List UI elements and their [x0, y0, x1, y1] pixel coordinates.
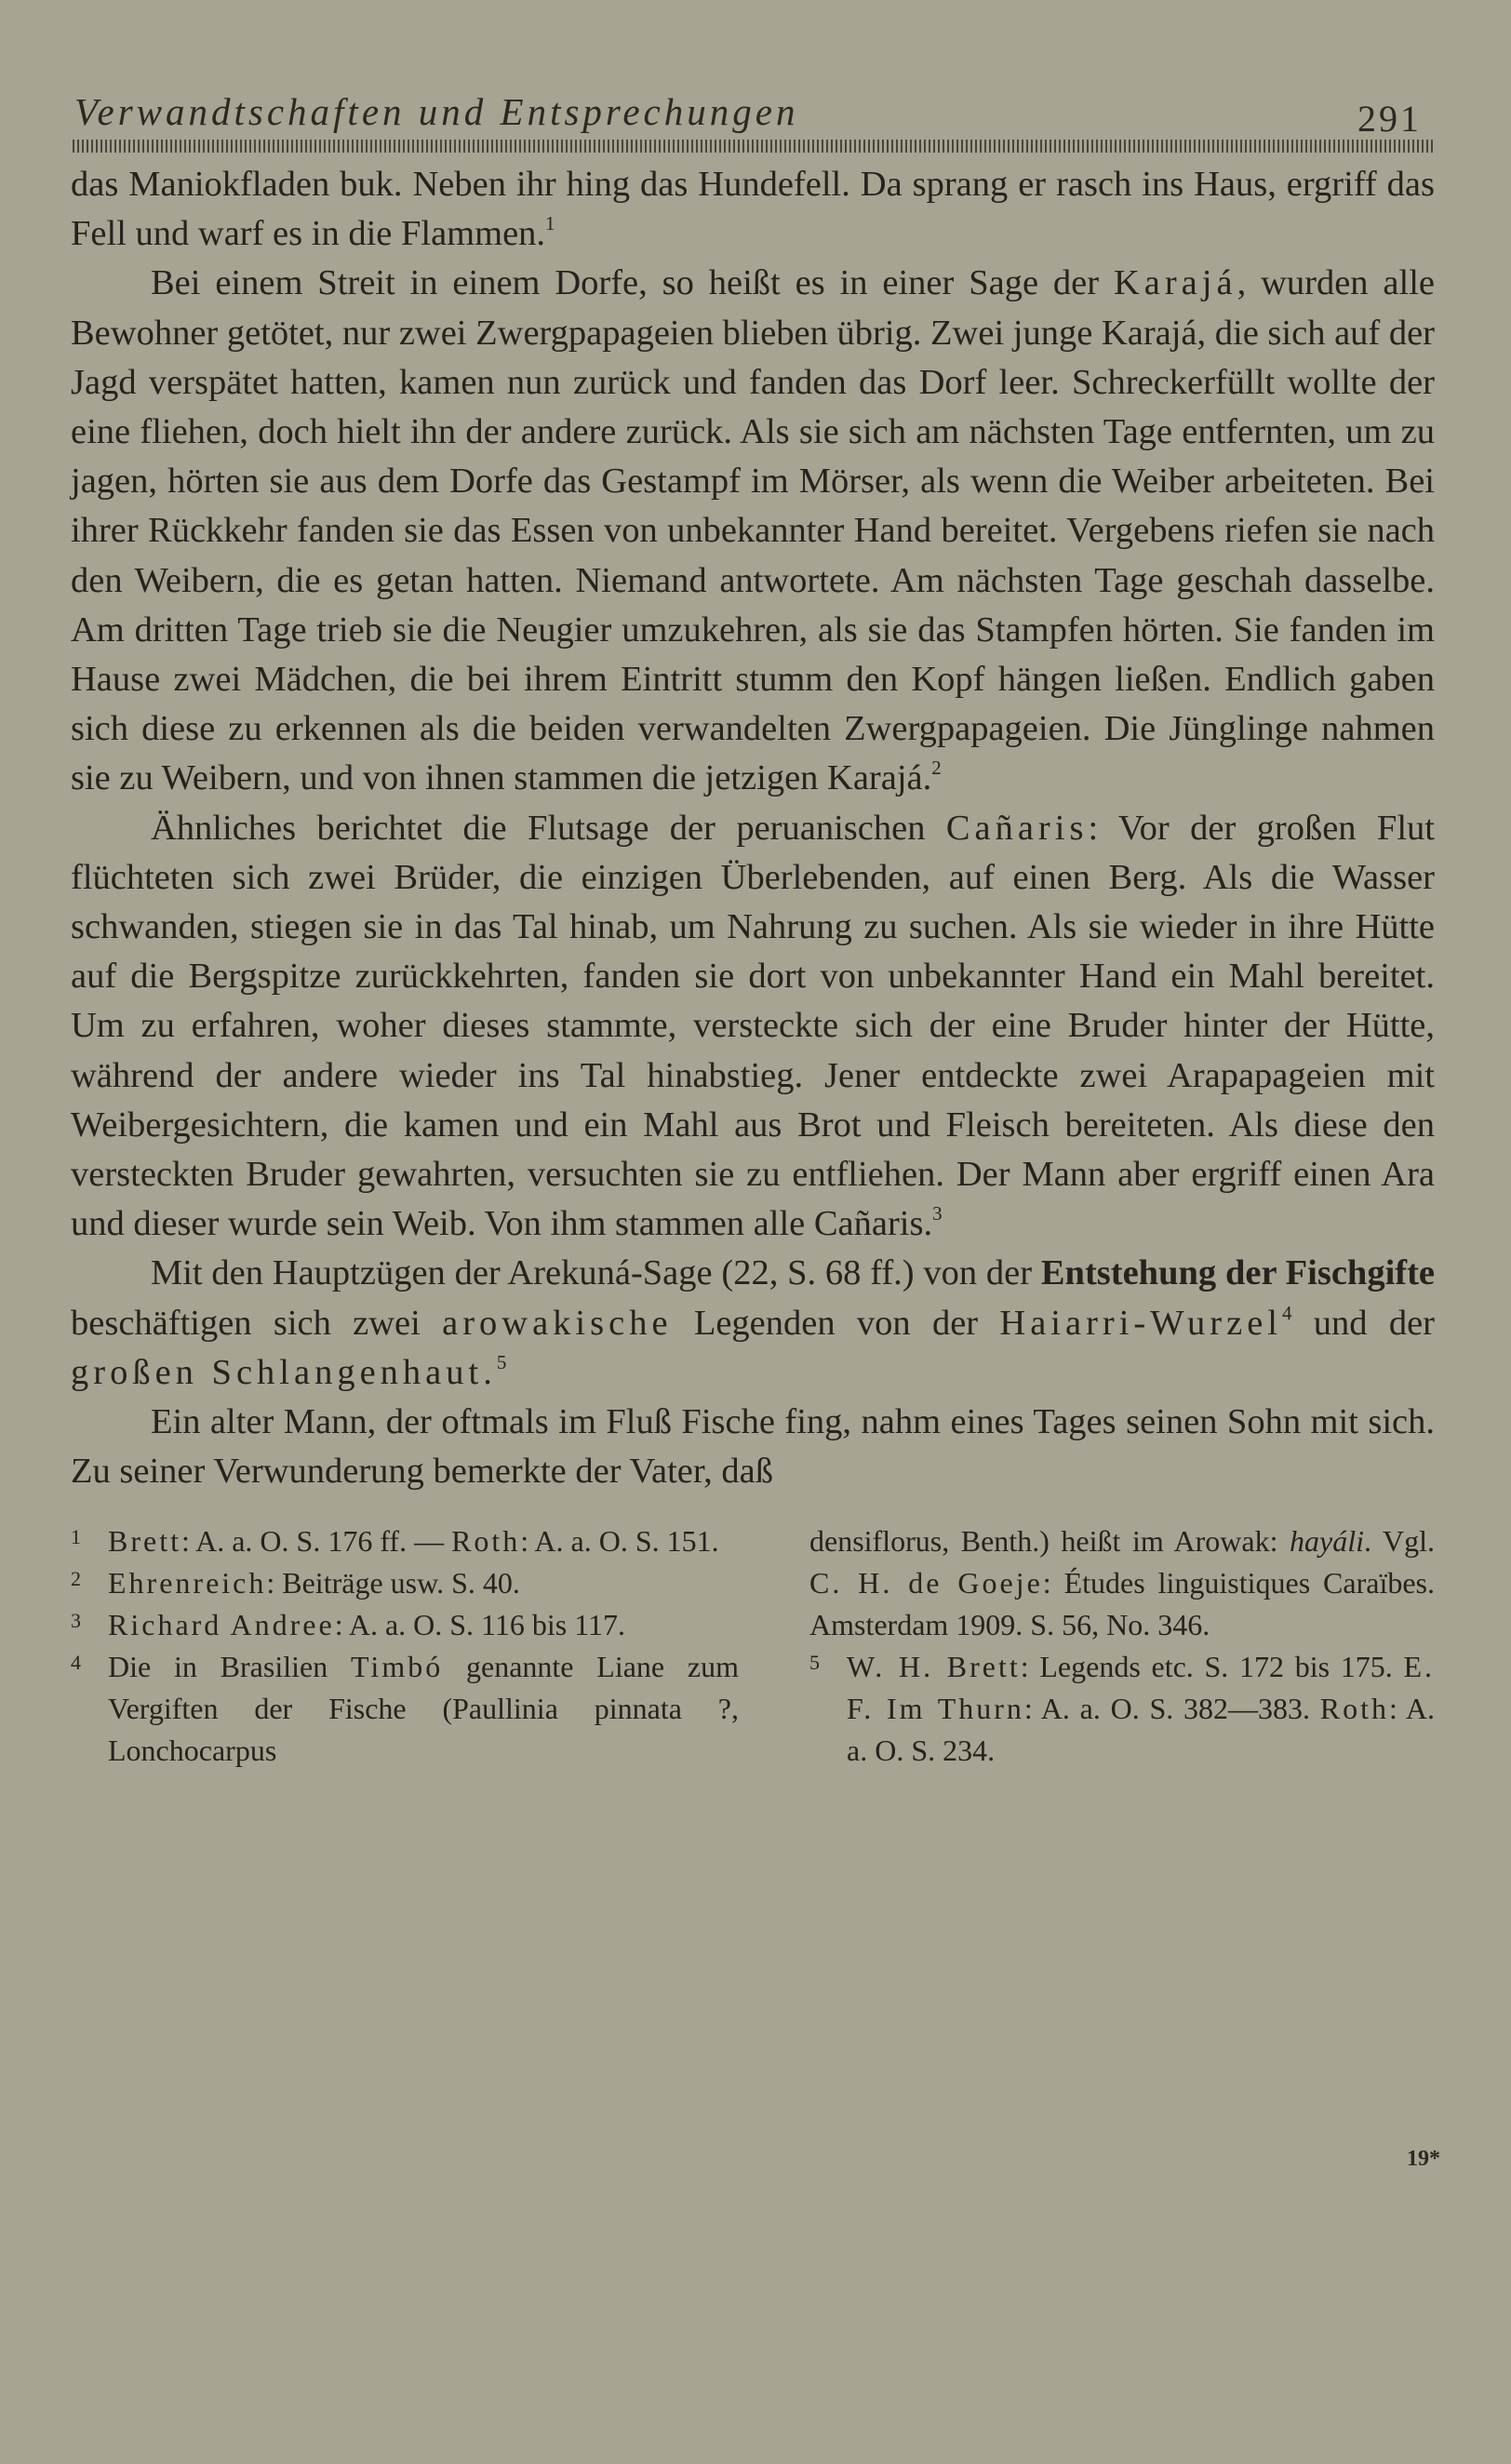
footnotes-left-column: [71, 1520, 739, 1772]
paragraph-5: Ein alter Mann, der oftmals im Fluß Fische fing, nahm eines Tages seinen Sohn mit sich. Zu seiner Verwunderung bemerkte der Vater, daß: [71, 1402, 1435, 1492]
paragraph-4: Mit den Hauptzügen der Arekuná-Sage (22, S. 68 ff.) von der Entstehung der Fischgifte beschäftigen sich zwei arowakische Legenden von der Haiarri-Wurzel$^4$ und der großen Schlangenhaut.$^5$: [71, 1253, 1435, 1392]
footnote-ref-2: 2: [931, 757, 942, 780]
footnote-number: 5: [809, 1651, 820, 1675]
footnote-ref-3: 3: [932, 1202, 943, 1225]
footnote-number: 3: [71, 1609, 81, 1633]
page-header: [71, 89, 1435, 143]
footnote-number: 4: [71, 1651, 81, 1675]
running-title: Verwandtschaften und Entsprechungen: [74, 90, 799, 133]
header-rule: [73, 140, 1435, 153]
paragraph-3: Ähnliches berichtet die Flutsage der peruanischen Cañaris: Vor der großen Flut flüchteten sich zwei Brüder, die einzigen Überlebenden, auf einen Berg. Als die Wasser schwanden, stiegen sie in das Tal hinab, um Nahrung zu suchen. Als sie wieder in ihre Hütte auf die Bergspitze zurückkehrten, fanden sie dort von unbekannter Hand ein Mahl bereitet. Um zu erfahren, woher dieses stammte, versteckte sich der eine Bruder hinter der Hütte, während der andere wieder ins Tal hinabstieg. Jener entdeckte zwei Arapapageien mit Weibergesichtern, die kamen und ein Mahl aus Brot und Fleisch bereiteten. Als diese den versteckten Bruder gewahrten, versuchten sie zu entfliehen. Der Mann aber ergriff einen Ara und dieser wurde sein Weib. Von ihm stammen alle Cañaris.$^3$: [71, 808, 1435, 1244]
footnote-ref-4: 4: [1281, 1301, 1292, 1324]
page-number: 291: [1357, 98, 1422, 140]
footnote-number: 2: [71, 1567, 81, 1591]
footnote-2: 2 Ehrenreich: Beiträge usw. S. 40.: [71, 1562, 739, 1604]
footnotes: [71, 1520, 1435, 1772]
footnote-5: 5 W. H. Brett: Legends etc. S. 172 bis 175. E. F. Im Thurn: A. a. O. S. 382—383. Roth: A. a. O. S. 234.: [809, 1646, 1435, 1772]
book-page: [71, 89, 1435, 1772]
main-text: [71, 160, 1435, 1496]
footnotes-right-column: [809, 1520, 1435, 1772]
footnote-number: 1: [71, 1525, 81, 1549]
footnote-4: 4 Die in Brasilien Timbó genannte Liane zum Vergiften der Fische (Paullinia pinnata ?, Lonchocarpus: [71, 1646, 739, 1772]
paragraph-1: das Maniokfladen buk. Neben ihr hing das Hundefell. Da sprang er rasch ins Haus, ergriff das Fell und warf es in die Flammen.$^1$: [71, 165, 1435, 254]
paragraph-2: Bei einem Streit in einem Dorfe, so heißt es in einer Sage der Karajá, wurden alle Bewohner getötet, nur zwei Zwergpapageien blieben übrig. Zwei junge Karajá, die sich auf der Jagd verspätet hatten, kamen nun zurück und fanden das Dorf leer. Schreckerfüllt wollte der eine fliehen, doch hielt ihn der andere zurück. Als sie sich am nächsten Tage entfernten, um zu jagen, hörten sie aus dem Dorfe das Gestampf im Mörser, als wenn die Weiber arbeiteten. Bei ihrer Rückkehr fanden sie das Essen von unbekannter Hand bereitet. Vergebens riefen sie nach den Weibern, die es getan hatten. Niemand antwortete. Am nächsten Tage geschah dasselbe. Am dritten Tage trieb sie die Neugier umzukehren, als sie das Stampfen hörten. Sie fanden im Hause zwei Mädchen, die bei ihrem Eintritt stumm den Kopf hängen ließen. Endlich gaben sich diese zu erkennen als die beiden verwandelten Zwergpapageien. Die Jünglinge nahmen sie zu Weibern, und von ihnen stammen die jetzigen Karajá.$^2$: [71, 263, 1436, 798]
footnote-ref-5: 5: [496, 1350, 507, 1373]
footnote-3: 3 Richard Andree: A. a. O. S. 116 bis 117.: [71, 1604, 739, 1646]
printer-signature: 19*: [1407, 2147, 1440, 2171]
footnote-4-continued: densiflorus, Benth.) heißt im Arowak: hayáli. Vgl. C. H. de Goeje: Études linguistiques Caraïbes. Amsterdam 1909. S. 56, No. 346.: [809, 1524, 1436, 1642]
footnote-1: 1 Brett: A. a. O. S. 176 ff. — Roth: A. a. O. S. 151.: [71, 1520, 739, 1562]
footnote-ref-1: 1: [545, 212, 555, 235]
